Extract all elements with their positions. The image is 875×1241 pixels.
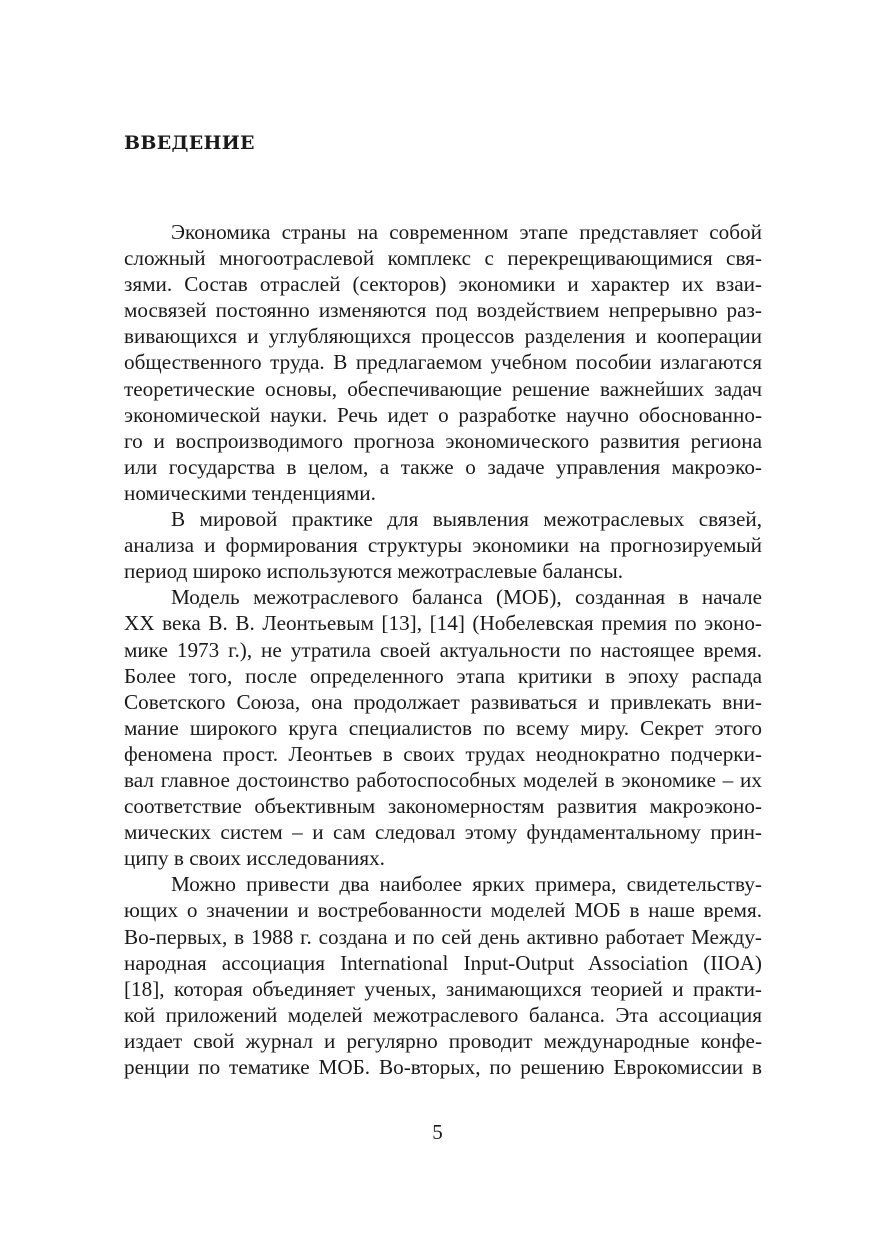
text-line: мике 1973 г.), не утратила своей актуальности по настоящее время. — [124, 637, 762, 662]
text-line: мических систем – и сам следовал этому фундаментальному прин- — [124, 820, 762, 845]
text-line: вивающихся и углубляющихся процессов разделения и кооперации — [124, 324, 762, 349]
text-line: или государства в целом, а также о задаче управления макроэко- — [124, 454, 762, 479]
text-line: ренции по тематике МОБ. Во-вторых, по решению Еврокомиссии в — [124, 1055, 762, 1079]
text-line: анализа и формирования структуры экономики на прогнозируемый — [124, 533, 762, 558]
paragraph — [124, 584, 762, 871]
text-line: вал главное достоинство работоспособных моделей в экономике – их — [124, 767, 762, 792]
paragraph — [124, 871, 762, 1080]
text-line: экономической науки. Речь идет о разработке научно обоснованно- — [124, 402, 762, 427]
text-line: Можно привести два наиболее ярких примера, свидетельству- — [171, 872, 762, 897]
text-line: теоретические основы, обеспечивающие решение важнейших задач — [124, 376, 762, 401]
text-line: Советского Союза, она продолжает развиваться и привлекать вни- — [124, 689, 762, 714]
text-line: кой приложений моделей межотраслевого баланса. Эта ассоциация — [124, 1002, 762, 1027]
text-line: Во-первых, в 1988 г. создана и по сей день активно работает Между- — [124, 924, 762, 949]
text-line: В мировой практике для выявления межотраслевых связей, — [171, 507, 762, 532]
text-line: соответствие объективным закономерностям развития макроэконо- — [124, 794, 762, 819]
text-line: номическими тенденциями. — [124, 480, 376, 505]
text-line: сложный многоотраслевой комплекс с перекрещивающимися свя- — [124, 246, 762, 271]
body-text — [124, 219, 762, 1080]
text-line: зями. Состав отраслей (секторов) экономики и характер их взаи- — [124, 272, 762, 297]
text-line: мание широкого круга специалистов по всему миру. Секрет этого — [124, 715, 762, 740]
text-line: го и воспроизводимого прогноза экономического развития региона — [124, 428, 762, 453]
text-line: Экономика страны на современном этапе представляет собой — [171, 220, 762, 244]
text-line: мосвязей постоянно изменяются под воздействием непрерывно раз- — [124, 298, 762, 323]
text-line: XX века В. В. Леонтьевым [13], [14] (Нобелевская премия по эконо- — [124, 611, 762, 636]
page-number: 5 — [432, 1120, 443, 1144]
text-line: феномена прост. Леонтьев в своих трудах неоднократно подчерки- — [124, 741, 762, 766]
text-line: период широко используются межотраслевые балансы. — [124, 559, 624, 584]
page-title: ВВЕДЕНИЕ — [124, 132, 255, 154]
text-line: ющих о значении и востребованности моделей МОБ в наше время. — [124, 898, 762, 923]
text-line: Модель межотраслевого баланса (МОБ), созданная в начале — [171, 585, 762, 610]
text-line: ципу в своих исследованиях. — [124, 846, 385, 871]
paragraph — [124, 506, 762, 584]
text-line: издает свой журнал и регулярно проводит международные конфе- — [124, 1028, 762, 1053]
text-line: общественного труда. В предлагаемом учебном пособии излагаются — [124, 350, 762, 375]
text-line: Более того, после определенного этапа критики в эпоху распада — [124, 663, 762, 688]
text-line: [18], которая объединяет ученых, занимающихся теорией и практи- — [124, 976, 762, 1001]
text-line: народная ассоциация International Input-Output Association (IIOA) — [124, 950, 762, 975]
paragraph — [124, 219, 762, 506]
